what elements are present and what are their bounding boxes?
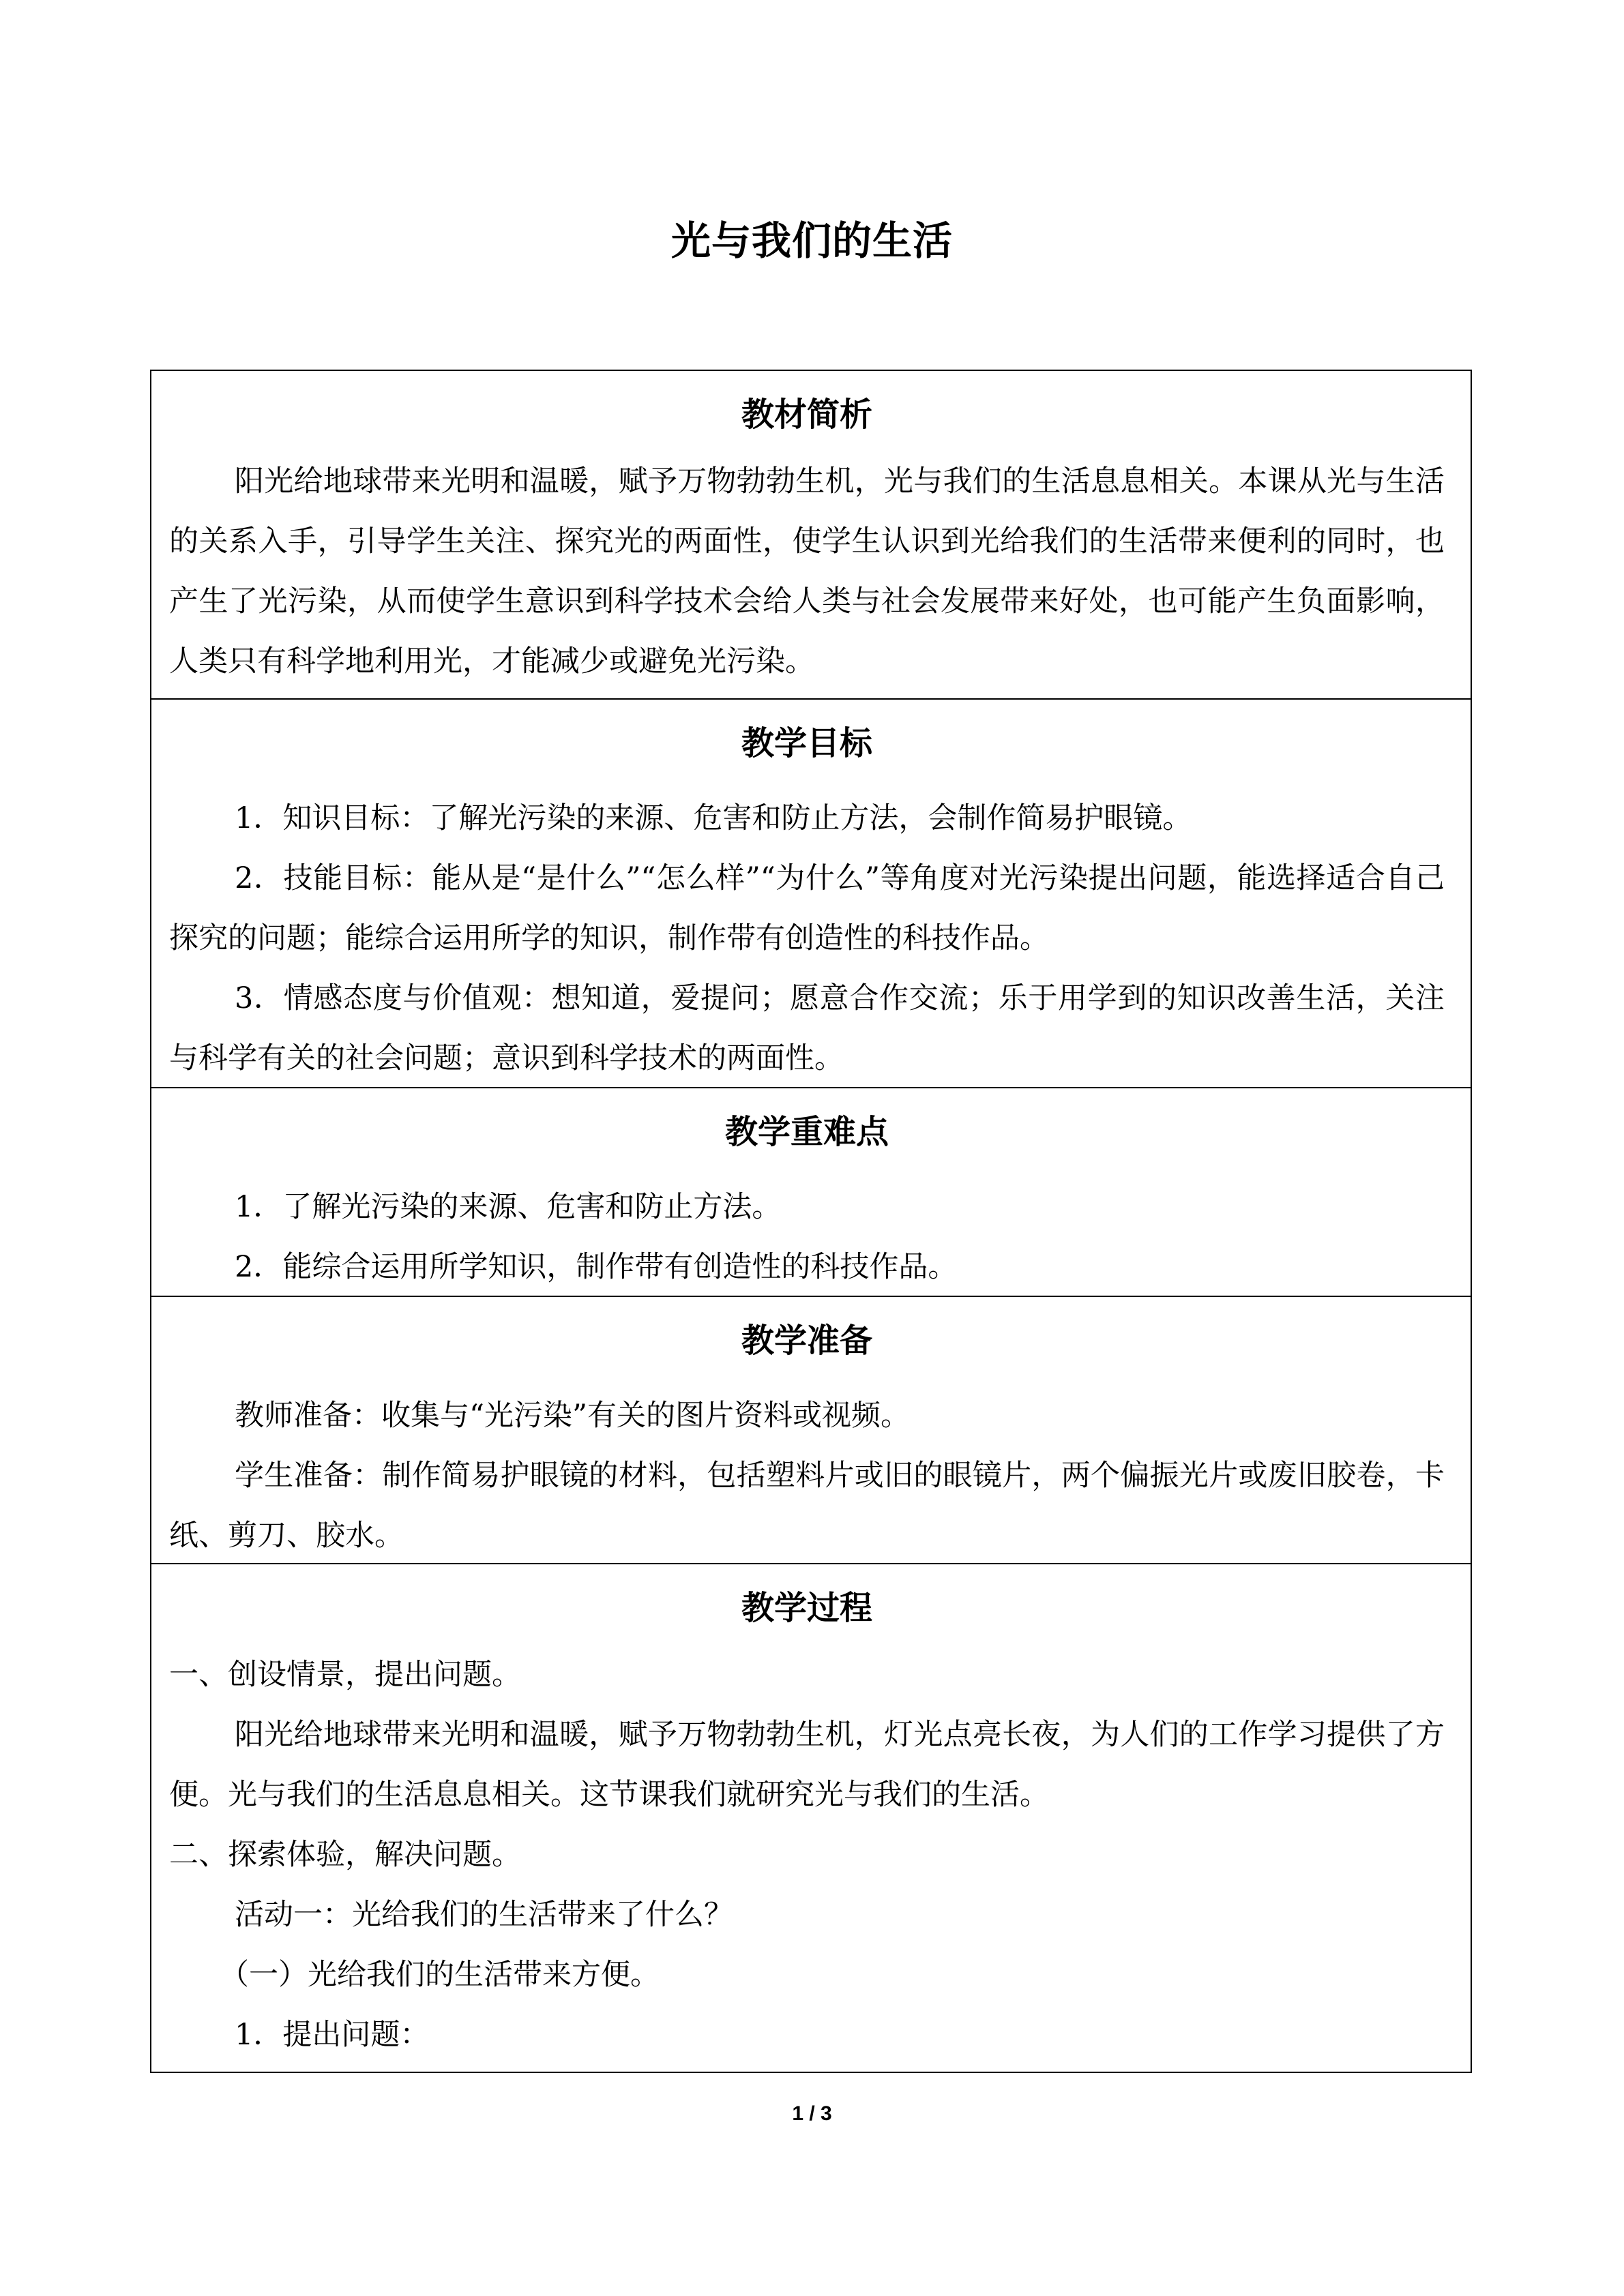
- objective-item: 3．情感态度与价值观：想知道，爱提问；愿意合作交流；乐于用学到的知识改善生活，关注与科学有关的社会问题；意识到科学技术的两面性。: [169, 981, 1445, 1075]
- process-step-heading: 二、探索体验，解决问题。: [169, 1838, 521, 1872]
- section-teaching-preparation: [151, 1297, 1471, 1564]
- preparation-item: 教师准备：收集与“光污染”有关的图片资料或视频。: [235, 1399, 910, 1433]
- section-teaching-process: [151, 1564, 1471, 2072]
- activity-heading: 活动一：光给我们的生活带来了什么？: [235, 1898, 733, 1932]
- process-step-heading: 一、创设情景，提出问题。: [169, 1658, 521, 1692]
- page-title: 光与我们的生活: [670, 218, 953, 264]
- sub-heading: （一）光给我们的生活带来方便。: [220, 1958, 660, 1992]
- key-point-item: 1．了解光污染的来源、危害和防止方法。: [235, 1190, 782, 1224]
- process-item: 1．提出问题：: [235, 2018, 430, 2052]
- section-textbook-analysis: [151, 371, 1471, 700]
- section-heading: 教学过程: [741, 1589, 872, 1627]
- section-key-difficulties: [151, 1088, 1471, 1297]
- section-heading: 教学准备: [741, 1322, 872, 1360]
- page-number: 1 / 3: [792, 2102, 832, 2125]
- preparation-item: 学生准备：制作简易护眼镜的材料，包括塑料片或旧的眼镜片，两个偏振光片或废旧胶卷，卡纸、剪刀、胶水。: [169, 1459, 1445, 1553]
- lesson-plan-table: [150, 370, 1472, 2073]
- objective-item: 2．技能目标：能从是“是什么”“怎么样”“为什么”等角度对光污染提出问题，能选择适合自己探究的问题；能综合运用所学的知识，制作带有创造性的科技作品。: [169, 861, 1445, 955]
- key-point-item: 2．能综合运用所学知识，制作带有创造性的科技作品。: [235, 1250, 958, 1284]
- paragraph: 阳光给地球带来光明和温暖，赋予万物勃勃生机，光与我们的生活息息相关。本课从光与生活的关系入手，引导学生关注、探究光的两面性，使学生认识到光给我们的生活带来便利的同时，也产生了光污染，从而使学生意识到科学技术会给人类与社会发展带来好处，也可能产生负面影响，人类只有科学地利用光，才能减少或避免光污染。: [169, 464, 1445, 679]
- section-heading: 教学重难点: [724, 1113, 889, 1151]
- section-teaching-objectives: [151, 700, 1471, 1088]
- process-paragraph: 阳光给地球带来光明和温暖，赋予万物勃勃生机，灯光点亮长夜，为人们的工作学习提供了方便。光与我们的生活息息相关。这节课我们就研究光与我们的生活。: [169, 1718, 1445, 1812]
- objective-item: 1．知识目标：了解光污染的来源、危害和防止方法，会制作简易护眼镜。: [235, 801, 1192, 835]
- section-heading: 教材简析: [741, 396, 872, 434]
- section-heading: 教学目标: [741, 724, 872, 762]
